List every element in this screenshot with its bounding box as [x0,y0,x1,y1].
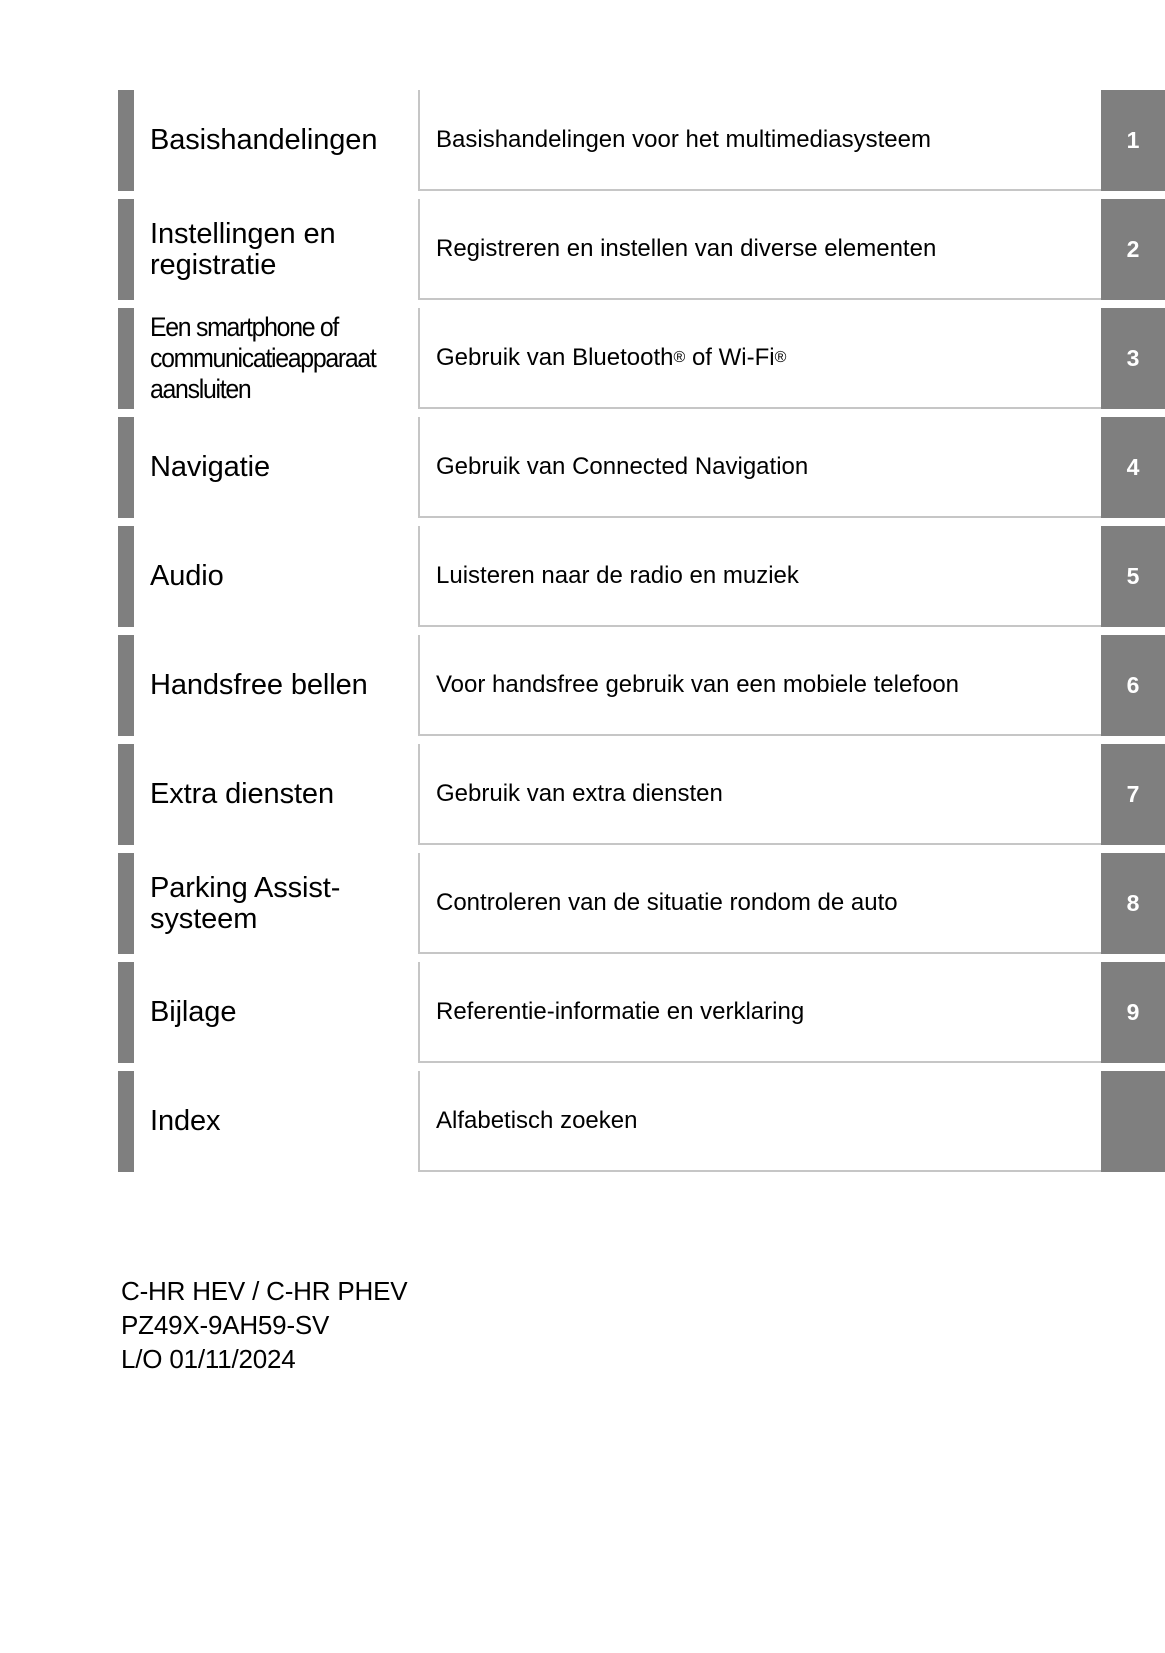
chapter-bar [118,635,134,736]
chapter-description: Alfabetisch zoeken [418,1071,1101,1172]
chapter-tab[interactable]: 4 [1101,417,1165,518]
chapter-description: Luisteren naar de radio en muziek [418,526,1101,627]
chapter-title: Navigatie [150,451,270,483]
chapter-bar [118,526,134,627]
chapter-description: Referentie-informatie en verklaring [418,962,1101,1063]
chapter-description: Gebruik van Connected Navigation [418,417,1101,518]
chapter-tab[interactable]: 3 [1101,308,1165,409]
chapter-title: Audio [150,560,224,592]
chapter-bar [118,308,134,409]
chapter-tab[interactable]: 1 [1101,90,1165,191]
chapter-bar [118,90,134,191]
layout-date: L/O 01/11/2024 [121,1344,296,1374]
chapter-description: Basishandelingen voor het multimediasysteem [418,90,1101,191]
chapter-row-8[interactable] [118,853,1165,954]
chapter-bar [118,853,134,954]
chapter-row-3[interactable] [118,308,1165,409]
chapter-tab[interactable]: 5 [1101,526,1165,627]
chapter-row-2[interactable] [118,199,1165,300]
chapter-bar [118,1071,134,1172]
chapter-description: Gebruik van Bluetooth ® of Wi-Fi ® [418,308,1101,409]
chapter-title: Instellingen en registratie [150,217,336,281]
chapter-bar [118,962,134,1063]
chapter-title: Basishandelingen [150,124,378,156]
chapter-tab[interactable] [1101,1071,1165,1172]
chapter-row-4[interactable] [118,417,1165,518]
chapter-row-9[interactable] [118,962,1165,1063]
chapter-bar [118,744,134,845]
chapter-row-5[interactable] [118,526,1165,627]
chapter-tab[interactable]: 8 [1101,853,1165,954]
chapter-tab[interactable]: 6 [1101,635,1165,736]
document-info [121,1274,407,1376]
chapter-title: Parking Assist-systeem [150,871,341,935]
chapter-description: Voor handsfree gebruik van een mobiele telefoon [418,635,1101,736]
chapter-title: Een smartphone of communicatieapparaat aansluiten [150,312,376,404]
chapter-title: Extra diensten [150,778,334,810]
chapter-description: Registreren en instellen van diverse elementen [418,199,1101,300]
chapter-title: Bijlage [150,996,237,1028]
description-text: Gebruik van Bluetooth [436,343,674,371]
chapter-row-6[interactable] [118,635,1165,736]
chapter-description: Gebruik van extra diensten [418,744,1101,845]
chapter-tab[interactable]: 7 [1101,744,1165,845]
chapter-row-index[interactable] [118,1071,1165,1172]
part-number: PZ49X-9AH59-SV [121,1310,330,1340]
table-of-contents [118,90,1165,1180]
chapter-bar [118,199,134,300]
chapter-tab[interactable]: 2 [1101,199,1165,300]
chapter-tab[interactable]: 9 [1101,962,1165,1063]
chapter-bar [118,417,134,518]
model-name: C-HR HEV / C-HR PHEV [121,1276,408,1306]
chapter-title: Handsfree bellen [150,669,368,701]
description-text: of Wi-Fi [685,343,775,371]
chapter-row-1[interactable] [118,90,1165,191]
chapter-row-7[interactable] [118,744,1165,845]
chapter-title: Index [150,1105,221,1137]
chapter-description: Controleren van de situatie rondom de auto [418,853,1101,954]
